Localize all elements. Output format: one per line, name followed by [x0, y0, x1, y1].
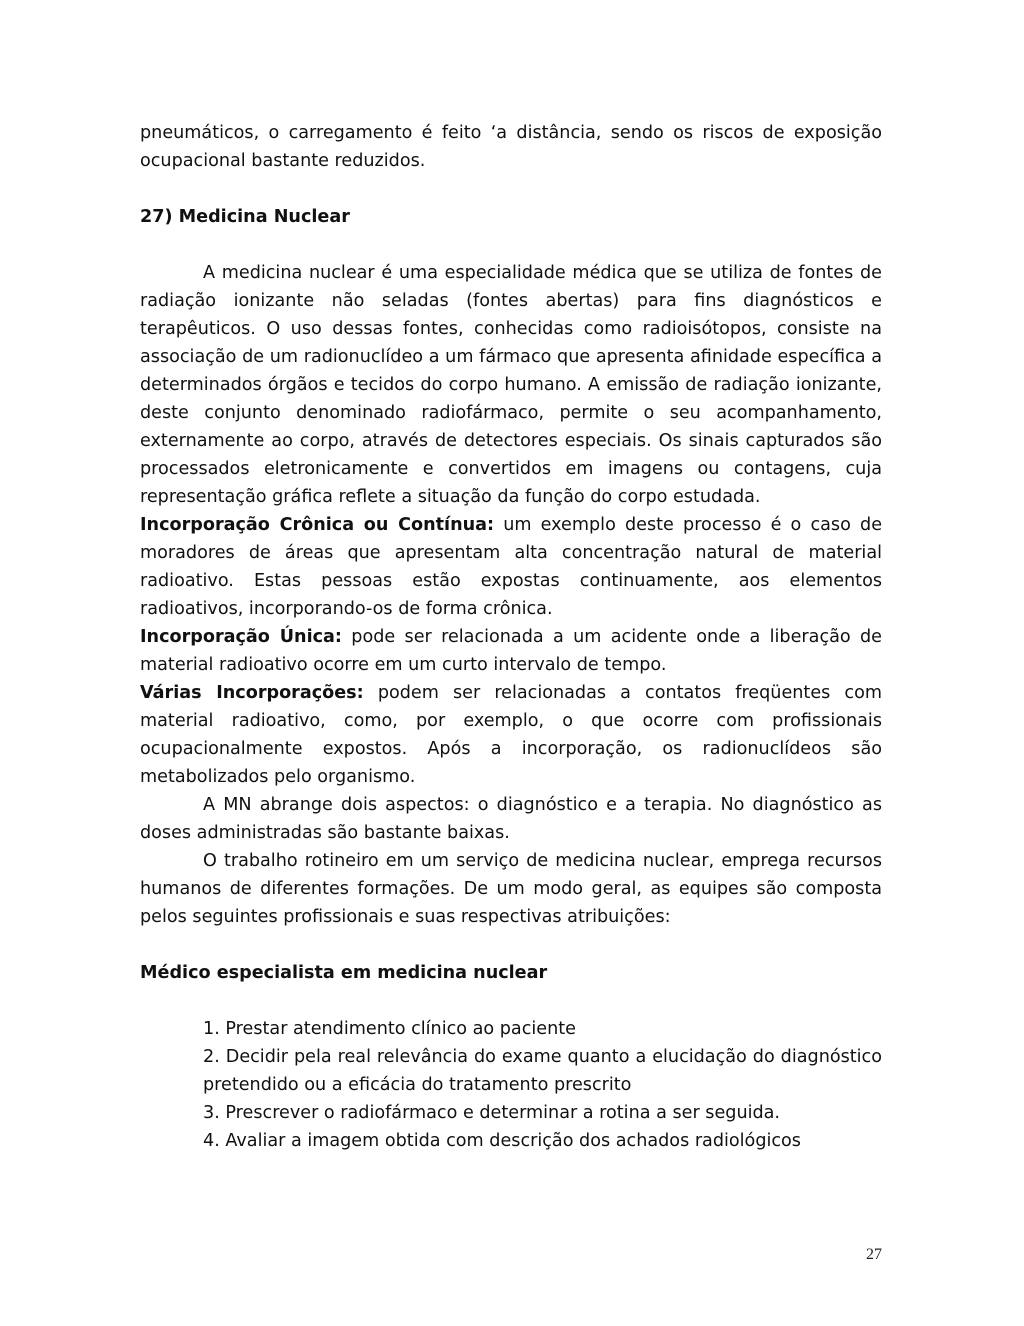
- spacer: [140, 175, 882, 203]
- list-item: 3. Prescrever o radiofármaco e determinar a rotina a ser seguida.: [203, 1103, 781, 1123]
- intro-continuation: pneumáticos, o carregamento é feito ‘a distância, sendo os riscos de exposição ocupacional bastante reduzidos.: [140, 123, 882, 171]
- list-item: 2. Decidir pela real relevância do exame quanto a elucidação do diagnóstico pretendido ou a eficácia do tratamento prescrito: [203, 1047, 882, 1095]
- definition-text: podem ser relacionadas a contatos freqüentes com material radioativo, como, por exemplo, o que ocorre com profissionais ocupacionalmente expostos. Após a incorporação, os radionuclídeos são metabolizados pelo organismo.: [140, 683, 883, 787]
- definition-text: pode ser relacionada a um acidente onde a liberação de material radioativo ocorre em um curto intervalo de tempo.: [140, 627, 882, 675]
- definition-single: [140, 623, 882, 679]
- section-heading: 27) Medicina Nuclear: [140, 207, 350, 227]
- definition-term: Incorporação Única:: [140, 627, 342, 647]
- spacer: [140, 231, 882, 259]
- page-number: 27: [866, 1246, 882, 1263]
- section-paragraph-2: A MN abrange dois aspectos: o diagnóstico e a terapia. No diagnóstico as doses administradas são bastante baixas.: [140, 795, 882, 843]
- definition-multiple: [140, 679, 882, 791]
- section-paragraph-1: A medicina nuclear é uma especialidade médica que se utiliza de fontes de radiação ionizante não seladas (fontes abertas) para fins diagnósticos e terapêuticos. O uso dessas fontes, conhecidas como radioisótopos, consiste na associação de um radionuclídeo a um fármaco que apresenta afinidade específica a determinados órgãos e tecidos do corpo humano. A emissão de radiação ionizante, deste conjunto denominado radiofármaco, permite o seu acompanhamento, externamente ao corpo, através de detectores especiais. Os sinais capturados são processados eletronicamente e convertidos em imagens ou contagens, cuja representação gráfica reflete a situação da função do corpo estudada.: [140, 263, 882, 507]
- definition-text: um exemplo deste processo é o caso de moradores de áreas que apresentam alta concentração natural de material radioativo. Estas pessoas estão expostas continuamente, aos elementos radioativos, incorporando-os de forma crônica.: [140, 515, 883, 619]
- page-body: [140, 119, 882, 1155]
- definition-term: Incorporação Crônica ou Contínua:: [140, 515, 495, 535]
- definition-term: Várias Incorporações:: [140, 683, 364, 703]
- definition-chronic: [140, 511, 882, 623]
- list-item: 1. Prestar atendimento clínico ao paciente: [203, 1019, 576, 1039]
- duties-list: [140, 1015, 882, 1155]
- subsection-heading: Médico especialista em medicina nuclear: [140, 963, 548, 983]
- spacer: [140, 987, 882, 1015]
- list-item: 4. Avaliar a imagem obtida com descrição dos achados radiológicos: [203, 1131, 801, 1151]
- spacer: [140, 931, 882, 959]
- section-paragraph-3: O trabalho rotineiro em um serviço de medicina nuclear, emprega recursos humanos de diferentes formações. De um modo geral, as equipes são composta pelos seguintes profissionais e suas respectivas atribuições:: [140, 851, 882, 927]
